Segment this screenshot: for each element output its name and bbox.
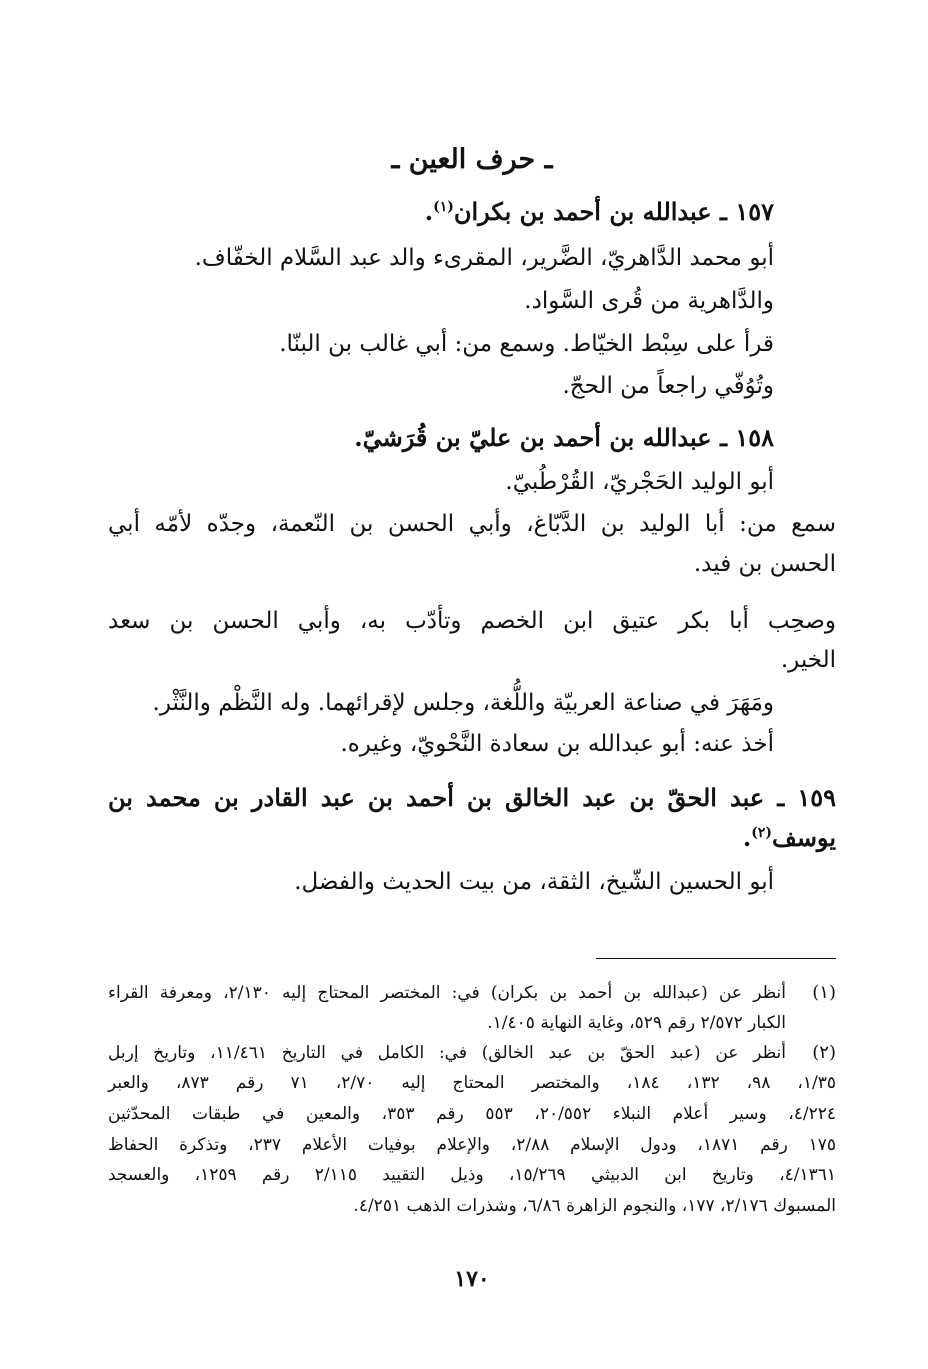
footnote-ref-2: (٢) [751, 825, 772, 841]
entry-159-heading-text: يوسف [771, 823, 836, 852]
entry-158-line: الخير. [780, 647, 836, 673]
page-number: ١٧٠ [454, 1266, 490, 1292]
footnote-separator [596, 958, 836, 959]
footnote-line: ١/٣٥، ٩٨، ١٣٢، ١٨٤، والمختصر المحتاج إليه ٢/٧٠، ٧١ رقم ٨٧٣، والعبر [108, 1073, 837, 1093]
footnote-number: (٢) [812, 1042, 836, 1063]
entry-158-line: سمع من: أبا الوليد بن الدَّبّاغ، وأبي الحسن بن النّعمة، وجدّه لأمّه أبي [108, 511, 836, 537]
footnote-line: المسبوك ٢/١٧٦، ١٧٧، والنجوم الزاهرة ٦/٨٦، وشذرات الذهب ٤/٢٥١. [353, 1196, 836, 1216]
footnote-number: (١) [812, 982, 836, 1003]
entry-159-heading-line2 [743, 820, 836, 856]
entry-159-line: أبو الحسين الشّيخ، الثقة، من بيت الحديث والفضل. [294, 869, 774, 895]
book-page [108, 0, 836, 1369]
entry-158-line: أخذ عنه: أبو عبدالله بن سعادة النَّحْويّ، وغيره. [340, 731, 774, 757]
entry-157-line: قرأ على سِبْط الخيّاط. وسمع من: أبي غالب بن البنّا. [279, 331, 774, 357]
chapter-title: ـ حرف العين ـ [391, 144, 553, 175]
footnote-ref-1: (١) [433, 199, 454, 215]
entry-158-line: الحسن بن فيد. [693, 551, 836, 577]
footnote-line: أنظر عن (عبدالله بن أحمد بن بكران) في: المختصر المحتاج إليه ٢/١٣٠، ومعرفة القراء [108, 983, 787, 1003]
footnote-line: الكبار ٢/٥٧٢ رقم ٥٢٩، وغاية النهاية ١/٤٠٥. [487, 1013, 786, 1033]
entry-157-heading [425, 194, 774, 230]
entry-158-heading: ١٥٨ ـ عبدالله بن أحمد بن عليّ بن قُرَشيّ. [354, 423, 774, 452]
entry-158-line: أبو الوليد الحَجْريّ، القُرْطُبيّ. [505, 469, 774, 495]
entry-159-heading-line1: ١٥٩ ـ عبد الحقّ بن عبد الخالق بن أحمد بن عبد القادر بن محمد بن [108, 783, 836, 812]
entry-157-heading-text: ١٥٧ ـ عبدالله بن أحمد بن بكران [453, 197, 774, 226]
footnote-line: ٤/١٣٦١، وتاريخ ابن الدبيثي ١٥/٢٦٩، وذيل التقييد ٢/١١٥ رقم ١٢٥٩، والعسجد [108, 1165, 836, 1185]
footnote-line: ٤/٢٢٤، وسير أعلام النبلاء ٢٠/٥٥٢، ٥٥٣ رقم ٣٥٣، والمعين في طبقات المحدّثين [108, 1104, 837, 1124]
footnote-line: ١٧٥ رقم ١٨٧١، ودول الإسلام ٢/٨٨، والإعلام بوفيات الأعلام ٢٣٧، وتذكرة الحفاظ [108, 1135, 837, 1155]
entry-157-line: وتُوُفّي راجعاً من الحجّ. [562, 373, 774, 399]
footnote-line: أنظر عن (عبد الحقّ بن عبد الخالق) في: الكامل في التاريخ ١١/٤٦١، وتاريخ إربل [108, 1043, 786, 1063]
entry-157-line: أبو محمد الدَّاهريّ، الضَّرير، المقرىء والد عبد السَّلام الخفّاف. [194, 245, 774, 271]
entry-158-line: ومَهَرَ في صناعة العربيّة واللُّغة، وجلس لإقرائهما. وله النَّظْم والنَّثْر. [152, 690, 774, 716]
entry-158-line: وصحِب أبا بكر عتيق ابن الخصم وتأدّب به، وأبي الحسن بن سعد [108, 608, 836, 634]
entry-157-line: والدَّاهرية من قُرى السَّواد. [524, 288, 774, 314]
entry-157-heading-end: . [424, 197, 434, 226]
entry-159-heading-end: . [742, 823, 752, 852]
